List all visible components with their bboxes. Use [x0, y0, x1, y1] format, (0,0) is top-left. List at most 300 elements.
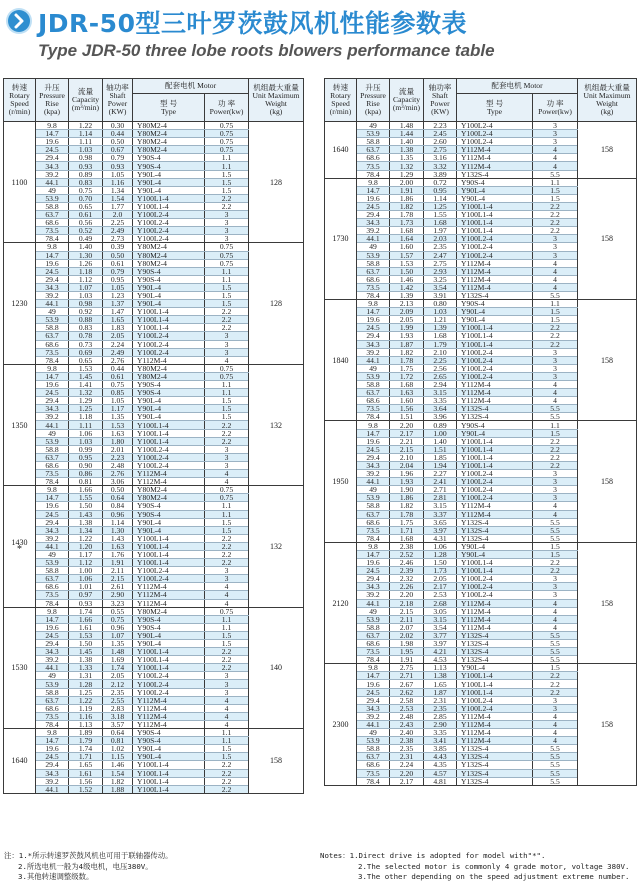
- motor-type-cell: Y90S-4: [133, 737, 205, 745]
- capacity-cell: 2.39: [390, 567, 424, 575]
- shaft-power-cell: 2.05: [103, 332, 133, 340]
- motor-type-cell: Y100L2-4: [133, 575, 205, 583]
- col-pressure-header: 升压 Pressure Rise (kpa): [357, 79, 390, 122]
- shaft-power-cell: 1.85: [424, 453, 457, 461]
- motor-type-cell: Y90L-4: [133, 753, 205, 761]
- motor-power-cell: 4: [533, 267, 578, 275]
- motor-type-cell: Y100L2-4: [133, 219, 205, 227]
- capacity-cell: 0.98: [69, 154, 103, 162]
- capacity-cell: 1.78: [390, 211, 424, 219]
- motor-power-cell: 3: [205, 211, 249, 219]
- capacity-cell: 2.38: [390, 542, 424, 550]
- shaft-power-cell: 1.83: [103, 324, 133, 332]
- shaft-power-cell: 3.05: [424, 607, 457, 615]
- motor-power-cell: 3: [205, 445, 249, 453]
- shaft-power-cell: 1.34: [103, 186, 133, 194]
- motor-power-cell: 1.5: [205, 526, 249, 534]
- motor-type-cell: Y112M-4: [457, 381, 533, 389]
- motor-type-cell: Y112M-4: [133, 712, 205, 720]
- pressure-cell: 49: [357, 122, 390, 130]
- shaft-power-cell: 1.73: [424, 567, 457, 575]
- shaft-power-cell: 2.31: [424, 696, 457, 704]
- capacity-cell: 1.72: [390, 372, 424, 380]
- pressure-cell: 14.7: [36, 130, 69, 138]
- pressure-cell: 34.3: [36, 405, 69, 413]
- motor-type-cell: Y100L1-4: [457, 202, 533, 210]
- pressure-cell: 53.9: [357, 372, 390, 380]
- motor-type-cell: Y112M-4: [457, 712, 533, 720]
- pressure-cell: 73.5: [357, 283, 390, 291]
- motor-type-cell: Y90S-4: [133, 162, 205, 170]
- pressure-cell: 53.9: [357, 615, 390, 623]
- motor-power-cell: 3: [205, 575, 249, 583]
- capacity-cell: 1.38: [390, 146, 424, 154]
- pressure-cell: 14.7: [357, 672, 390, 680]
- motor-type-cell: Y90S-4: [457, 300, 533, 308]
- motor-type-cell: Y90L-4: [133, 413, 205, 421]
- capacity-cell: 1.17: [69, 550, 103, 558]
- col-motor-power-header: 功 率 Power(kw): [533, 94, 578, 122]
- motor-power-cell: 2.2: [205, 194, 249, 202]
- capacity-cell: 1.78: [390, 356, 424, 364]
- motor-power-cell: 1.1: [205, 737, 249, 745]
- motor-power-cell: 2.2: [533, 688, 578, 696]
- motor-power-cell: 2.2: [205, 202, 249, 210]
- capacity-cell: 0.69: [69, 348, 103, 356]
- shaft-power-cell: 2.90: [424, 720, 457, 728]
- weight-cell: 158: [578, 178, 637, 299]
- motor-power-cell: 4: [533, 737, 578, 745]
- shaft-power-cell: 2.93: [424, 267, 457, 275]
- pressure-cell: 53.9: [357, 130, 390, 138]
- shaft-power-cell: 2.76: [103, 470, 133, 478]
- motor-power-cell: 2.2: [205, 429, 249, 437]
- motor-power-cell: 3: [533, 356, 578, 364]
- shaft-power-cell: 2.35: [424, 243, 457, 251]
- motor-type-cell: Y100L2-4: [133, 445, 205, 453]
- shaft-power-cell: 0.61: [103, 259, 133, 267]
- capacity-cell: 1.82: [390, 348, 424, 356]
- weight-cell: 128: [249, 122, 304, 243]
- shaft-power-cell: 3.89: [424, 170, 457, 178]
- motor-power-cell: 1.1: [533, 178, 578, 186]
- col-shaft-power-header: 轴功率 Shaft Power (KW): [424, 79, 457, 122]
- motor-type-cell: Y80M2-4: [133, 607, 205, 615]
- capacity-cell: 2.46: [390, 559, 424, 567]
- motor-type-cell: Y80M2-4: [133, 138, 205, 146]
- shaft-power-cell: 1.14: [103, 518, 133, 526]
- motor-power-cell: 1.1: [205, 162, 249, 170]
- pressure-cell: 24.5: [36, 753, 69, 761]
- pressure-cell: 29.4: [36, 397, 69, 405]
- motor-power-cell: 3: [205, 688, 249, 696]
- speed-cell: 1350: [4, 364, 36, 485]
- motor-power-cell: 5.5: [533, 769, 578, 777]
- pressure-cell: 44.1: [357, 356, 390, 364]
- capacity-cell: 1.53: [390, 259, 424, 267]
- shaft-power-cell: 1.13: [424, 664, 457, 672]
- motor-type-cell: Y100L1-4: [457, 559, 533, 567]
- shaft-power-cell: 1.88: [103, 785, 133, 793]
- performance-table-left: [3, 78, 303, 794]
- shaft-power-cell: 2.90: [103, 591, 133, 599]
- col-speed-header: 转速 Rotary Speed (r/min): [325, 79, 357, 122]
- capacity-cell: 2.40: [390, 729, 424, 737]
- capacity-cell: 2.32: [390, 575, 424, 583]
- capacity-cell: 2.71: [390, 672, 424, 680]
- shaft-power-cell: 3.37: [424, 510, 457, 518]
- motor-power-cell: 4: [533, 283, 578, 291]
- table-body-left: [4, 122, 304, 794]
- shaft-power-cell: 1.91: [103, 559, 133, 567]
- table-row: [4, 486, 304, 494]
- capacity-cell: 2.17: [390, 777, 424, 785]
- capacity-cell: 0.52: [69, 227, 103, 235]
- pressure-cell: 49: [36, 308, 69, 316]
- capacity-cell: 1.79: [69, 737, 103, 745]
- capacity-cell: 2.07: [390, 623, 424, 631]
- capacity-cell: 2.20: [390, 421, 424, 429]
- motor-type-cell: Y112M-4: [133, 720, 205, 728]
- motor-type-cell: Y80M2-4: [133, 146, 205, 154]
- motor-power-cell: 5.5: [533, 170, 578, 178]
- page-title: JDR-50型三叶罗茨鼓风机性能参数表: [38, 9, 467, 38]
- shaft-power-cell: 1.28: [424, 550, 457, 558]
- capacity-cell: 1.31: [69, 672, 103, 680]
- motor-power-cell: 3: [533, 494, 578, 502]
- pressure-cell: 53.9: [357, 251, 390, 259]
- pressure-cell: 9.8: [36, 122, 69, 130]
- motor-power-cell: 3: [205, 340, 249, 348]
- motor-power-cell: 1.5: [205, 300, 249, 308]
- capacity-cell: 1.73: [390, 219, 424, 227]
- capacity-cell: 0.73: [69, 340, 103, 348]
- motor-type-cell: Y100L1-4: [457, 688, 533, 696]
- motor-type-cell: Y100L1-4: [133, 761, 205, 769]
- motor-type-cell: Y132S-4: [457, 413, 533, 421]
- capacity-cell: 1.34: [69, 526, 103, 534]
- capacity-cell: 1.28: [69, 680, 103, 688]
- shaft-power-cell: 0.93: [103, 162, 133, 170]
- capacity-cell: 1.93: [390, 332, 424, 340]
- motor-type-cell: Y100L2-4: [457, 364, 533, 372]
- shaft-power-cell: 2.73: [103, 235, 133, 243]
- capacity-cell: 0.95: [69, 453, 103, 461]
- shaft-power-cell: 2.85: [424, 712, 457, 720]
- capacity-cell: 1.40: [390, 138, 424, 146]
- pressure-cell: 39.2: [36, 170, 69, 178]
- table-row: [325, 542, 637, 550]
- pressure-cell: 39.2: [357, 348, 390, 356]
- motor-type-cell: Y112M-4: [457, 397, 533, 405]
- motor-power-cell: 5.5: [533, 753, 578, 761]
- motor-power-cell: 1.5: [205, 413, 249, 421]
- motor-power-cell: 3: [533, 235, 578, 243]
- capacity-cell: 1.75: [390, 518, 424, 526]
- capacity-cell: 1.74: [69, 745, 103, 753]
- col-speed-header: 转速 Rotary Speed (r/min): [4, 79, 36, 122]
- pressure-cell: 19.6: [36, 502, 69, 510]
- shaft-power-cell: 1.06: [424, 542, 457, 550]
- capacity-cell: 1.11: [69, 138, 103, 146]
- motor-power-cell: 4: [533, 389, 578, 397]
- motor-power-cell: 3: [205, 227, 249, 235]
- pressure-cell: 49: [36, 429, 69, 437]
- pressure-cell: 78.4: [36, 599, 69, 607]
- motor-power-cell: 2.2: [205, 664, 249, 672]
- pressure-cell: 63.7: [36, 696, 69, 704]
- shaft-power-cell: 2.56: [424, 364, 457, 372]
- motor-power-cell: 1.1: [205, 510, 249, 518]
- motor-power-cell: 5.5: [533, 291, 578, 299]
- motor-type-cell: Y90S-4: [457, 178, 533, 186]
- shaft-power-cell: 0.95: [424, 186, 457, 194]
- motor-power-cell: 4: [205, 599, 249, 607]
- capacity-cell: 1.50: [390, 267, 424, 275]
- col-motor-type-header: 型 号 Type: [133, 94, 205, 122]
- pressure-cell: 39.2: [36, 534, 69, 542]
- pressure-cell: 19.6: [36, 138, 69, 146]
- shaft-power-cell: 1.82: [103, 777, 133, 785]
- shaft-power-cell: 0.95: [103, 275, 133, 283]
- shaft-power-cell: 0.55: [103, 607, 133, 615]
- shaft-power-cell: 0.50: [103, 486, 133, 494]
- pressure-cell: 9.8: [357, 664, 390, 672]
- shaft-power-cell: 2.65: [424, 372, 457, 380]
- capacity-cell: 1.74: [69, 607, 103, 615]
- motor-type-cell: Y90L-4: [133, 631, 205, 639]
- pressure-cell: 44.1: [36, 785, 69, 793]
- pressure-cell: 49: [357, 607, 390, 615]
- motor-type-cell: Y100L1-4: [133, 437, 205, 445]
- capacity-cell: 1.71: [390, 526, 424, 534]
- motor-type-cell: Y100L2-4: [457, 138, 533, 146]
- motor-type-cell: Y90L-4: [133, 397, 205, 405]
- motor-power-cell: 2.2: [205, 656, 249, 664]
- capacity-cell: 1.93: [390, 478, 424, 486]
- pressure-cell: 44.1: [36, 664, 69, 672]
- capacity-cell: 2.67: [390, 680, 424, 688]
- pressure-cell: 19.6: [36, 381, 69, 389]
- motor-type-cell: Y100L2-4: [457, 348, 533, 356]
- motor-type-cell: Y100L1-4: [133, 542, 205, 550]
- motor-power-cell: 2.2: [533, 227, 578, 235]
- shaft-power-cell: 0.30: [103, 122, 133, 130]
- pressure-cell: 34.3: [36, 769, 69, 777]
- note-zh-1: 注：1.*所示转速罗茨鼓风机也可用于联轴器传动。: [4, 851, 173, 860]
- capacity-cell: 0.90: [69, 461, 103, 469]
- pressure-cell: 68.6: [357, 154, 390, 162]
- motor-type-cell: Y100L1-4: [457, 332, 533, 340]
- shaft-power-cell: 2.49: [103, 348, 133, 356]
- motor-type-cell: Y90L-4: [133, 518, 205, 526]
- shaft-power-cell: 2.01: [103, 445, 133, 453]
- shaft-power-cell: 1.03: [424, 308, 457, 316]
- shaft-power-cell: 1.48: [103, 648, 133, 656]
- capacity-cell: 2.62: [390, 688, 424, 696]
- col-pressure-header: 升压 Pressure Rise (kpa): [36, 79, 69, 122]
- motor-type-cell: Y100L1-4: [133, 308, 205, 316]
- motor-power-cell: 2.2: [205, 648, 249, 656]
- pressure-cell: 34.3: [357, 219, 390, 227]
- motor-power-cell: 1.5: [205, 753, 249, 761]
- motor-type-cell: Y100L1-4: [457, 672, 533, 680]
- shaft-power-cell: 1.54: [103, 769, 133, 777]
- speed-cell: 1840: [325, 300, 357, 421]
- pressure-cell: 78.4: [36, 235, 69, 243]
- pressure-cell: 73.5: [357, 648, 390, 656]
- capacity-cell: 1.39: [390, 291, 424, 299]
- capacity-cell: 0.86: [69, 470, 103, 478]
- pressure-cell: 14.7: [36, 494, 69, 502]
- capacity-cell: 1.78: [390, 510, 424, 518]
- capacity-cell: 1.63: [390, 389, 424, 397]
- pressure-cell: 24.5: [357, 324, 390, 332]
- motor-type-cell: Y132S-4: [457, 777, 533, 785]
- capacity-cell: 1.68: [390, 381, 424, 389]
- pressure-cell: 34.3: [36, 526, 69, 534]
- shaft-power-cell: 0.96: [103, 623, 133, 631]
- shaft-power-cell: 0.85: [103, 389, 133, 397]
- speed-cell: 1430 *: [4, 486, 36, 607]
- shaft-power-cell: 0.44: [103, 130, 133, 138]
- motor-type-cell: Y100L1-4: [457, 227, 533, 235]
- pressure-cell: 58.8: [357, 381, 390, 389]
- shaft-power-cell: 0.79: [103, 267, 133, 275]
- pressure-cell: 14.7: [36, 615, 69, 623]
- motor-type-cell: Y100L1-4: [133, 648, 205, 656]
- shaft-power-cell: 3.15: [424, 615, 457, 623]
- pressure-cell: 9.8: [36, 243, 69, 251]
- motor-power-cell: 5.5: [533, 640, 578, 648]
- motor-type-cell: Y90S-4: [133, 510, 205, 518]
- motor-power-cell: 1.5: [533, 550, 578, 558]
- motor-power-cell: 0.75: [205, 372, 249, 380]
- pressure-cell: 29.4: [36, 154, 69, 162]
- shaft-power-cell: 1.68: [424, 332, 457, 340]
- capacity-cell: 2.24: [390, 761, 424, 769]
- motor-power-cell: 5.5: [533, 656, 578, 664]
- shaft-power-cell: 2.71: [424, 486, 457, 494]
- capacity-cell: 2.31: [390, 753, 424, 761]
- pressure-cell: 73.5: [357, 526, 390, 534]
- motor-type-cell: Y132S-4: [457, 534, 533, 542]
- shaft-power-cell: 1.23: [103, 291, 133, 299]
- motor-type-cell: Y80M2-4: [133, 251, 205, 259]
- shaft-power-cell: 1.43: [103, 534, 133, 542]
- capacity-cell: 1.50: [69, 502, 103, 510]
- capacity-cell: 1.66: [69, 615, 103, 623]
- motor-power-cell: 1.1: [205, 267, 249, 275]
- pressure-cell: 9.8: [36, 729, 69, 737]
- shaft-power-cell: 3.96: [424, 413, 457, 421]
- motor-power-cell: 2.2: [205, 785, 249, 793]
- capacity-cell: 2.11: [390, 615, 424, 623]
- capacity-cell: 1.55: [69, 494, 103, 502]
- motor-power-cell: 1.1: [205, 381, 249, 389]
- capacity-cell: 1.91: [390, 186, 424, 194]
- capacity-cell: 0.65: [69, 356, 103, 364]
- pressure-cell: 58.8: [36, 324, 69, 332]
- motor-power-cell: 1.5: [205, 518, 249, 526]
- shaft-power-cell: 3.54: [424, 623, 457, 631]
- capacity-cell: 2.15: [390, 607, 424, 615]
- shaft-power-cell: 1.87: [424, 688, 457, 696]
- motor-type-cell: Y80M2-4: [133, 494, 205, 502]
- motor-type-cell: Y100L1-4: [457, 437, 533, 445]
- motor-power-cell: 3: [533, 364, 578, 372]
- pressure-cell: 14.7: [357, 186, 390, 194]
- motor-type-cell: Y90L-4: [457, 194, 533, 202]
- shaft-power-cell: 0.84: [103, 502, 133, 510]
- pressure-cell: 49: [36, 186, 69, 194]
- shaft-power-cell: 2.15: [103, 575, 133, 583]
- capacity-cell: 1.89: [69, 729, 103, 737]
- pressure-cell: 19.6: [357, 316, 390, 324]
- motor-type-cell: Y112M-4: [457, 615, 533, 623]
- capacity-cell: 2.05: [390, 316, 424, 324]
- capacity-cell: 1.45: [69, 648, 103, 656]
- pressure-cell: 19.6: [36, 745, 69, 753]
- shaft-power-cell: 1.16: [103, 178, 133, 186]
- capacity-cell: 1.56: [390, 405, 424, 413]
- capacity-cell: 2.09: [390, 308, 424, 316]
- shaft-power-cell: 3.54: [424, 283, 457, 291]
- table-row: [325, 122, 637, 130]
- motor-power-cell: 4: [205, 720, 249, 728]
- motor-power-cell: 4: [533, 154, 578, 162]
- pressure-cell: 49: [357, 729, 390, 737]
- motor-power-cell: 1.5: [205, 640, 249, 648]
- weight-cell: 128: [249, 243, 304, 364]
- motor-power-cell: 2.2: [533, 461, 578, 469]
- motor-type-cell: Y100L2-4: [457, 243, 533, 251]
- shaft-power-cell: 0.75: [103, 615, 133, 623]
- notes-chinese: [4, 851, 173, 883]
- pressure-cell: 53.9: [357, 737, 390, 745]
- motor-power-cell: 4: [533, 607, 578, 615]
- shaft-power-cell: 1.05: [103, 283, 133, 291]
- shaft-power-cell: 1.14: [424, 194, 457, 202]
- motor-type-cell: Y100L2-4: [133, 453, 205, 461]
- motor-type-cell: Y100L2-4: [133, 680, 205, 688]
- shaft-power-cell: 1.79: [424, 340, 457, 348]
- motor-power-cell: 4: [533, 720, 578, 728]
- motor-power-cell: 5.5: [533, 413, 578, 421]
- shaft-power-cell: 0.75: [103, 381, 133, 389]
- shaft-power-cell: 1.05: [103, 397, 133, 405]
- capacity-cell: 1.86: [390, 494, 424, 502]
- capacity-cell: 1.46: [390, 275, 424, 283]
- capacity-cell: 1.11: [69, 421, 103, 429]
- capacity-cell: 2.48: [390, 712, 424, 720]
- pressure-cell: 29.4: [36, 518, 69, 526]
- capacity-cell: 2.26: [390, 583, 424, 591]
- motor-power-cell: 2.2: [533, 202, 578, 210]
- motor-type-cell: Y100L1-4: [133, 324, 205, 332]
- capacity-cell: 0.81: [69, 478, 103, 486]
- motor-type-cell: Y90L-4: [457, 550, 533, 558]
- motor-power-cell: 1.1: [205, 275, 249, 283]
- motor-type-cell: Y90L-4: [133, 170, 205, 178]
- motor-type-cell: Y100L2-4: [457, 478, 533, 486]
- shaft-power-cell: 3.32: [424, 162, 457, 170]
- pressure-cell: 34.3: [36, 162, 69, 170]
- motor-power-cell: 4: [533, 599, 578, 607]
- pressure-cell: 58.8: [36, 445, 69, 453]
- motor-power-cell: 1.5: [533, 542, 578, 550]
- shaft-power-cell: 3.41: [424, 737, 457, 745]
